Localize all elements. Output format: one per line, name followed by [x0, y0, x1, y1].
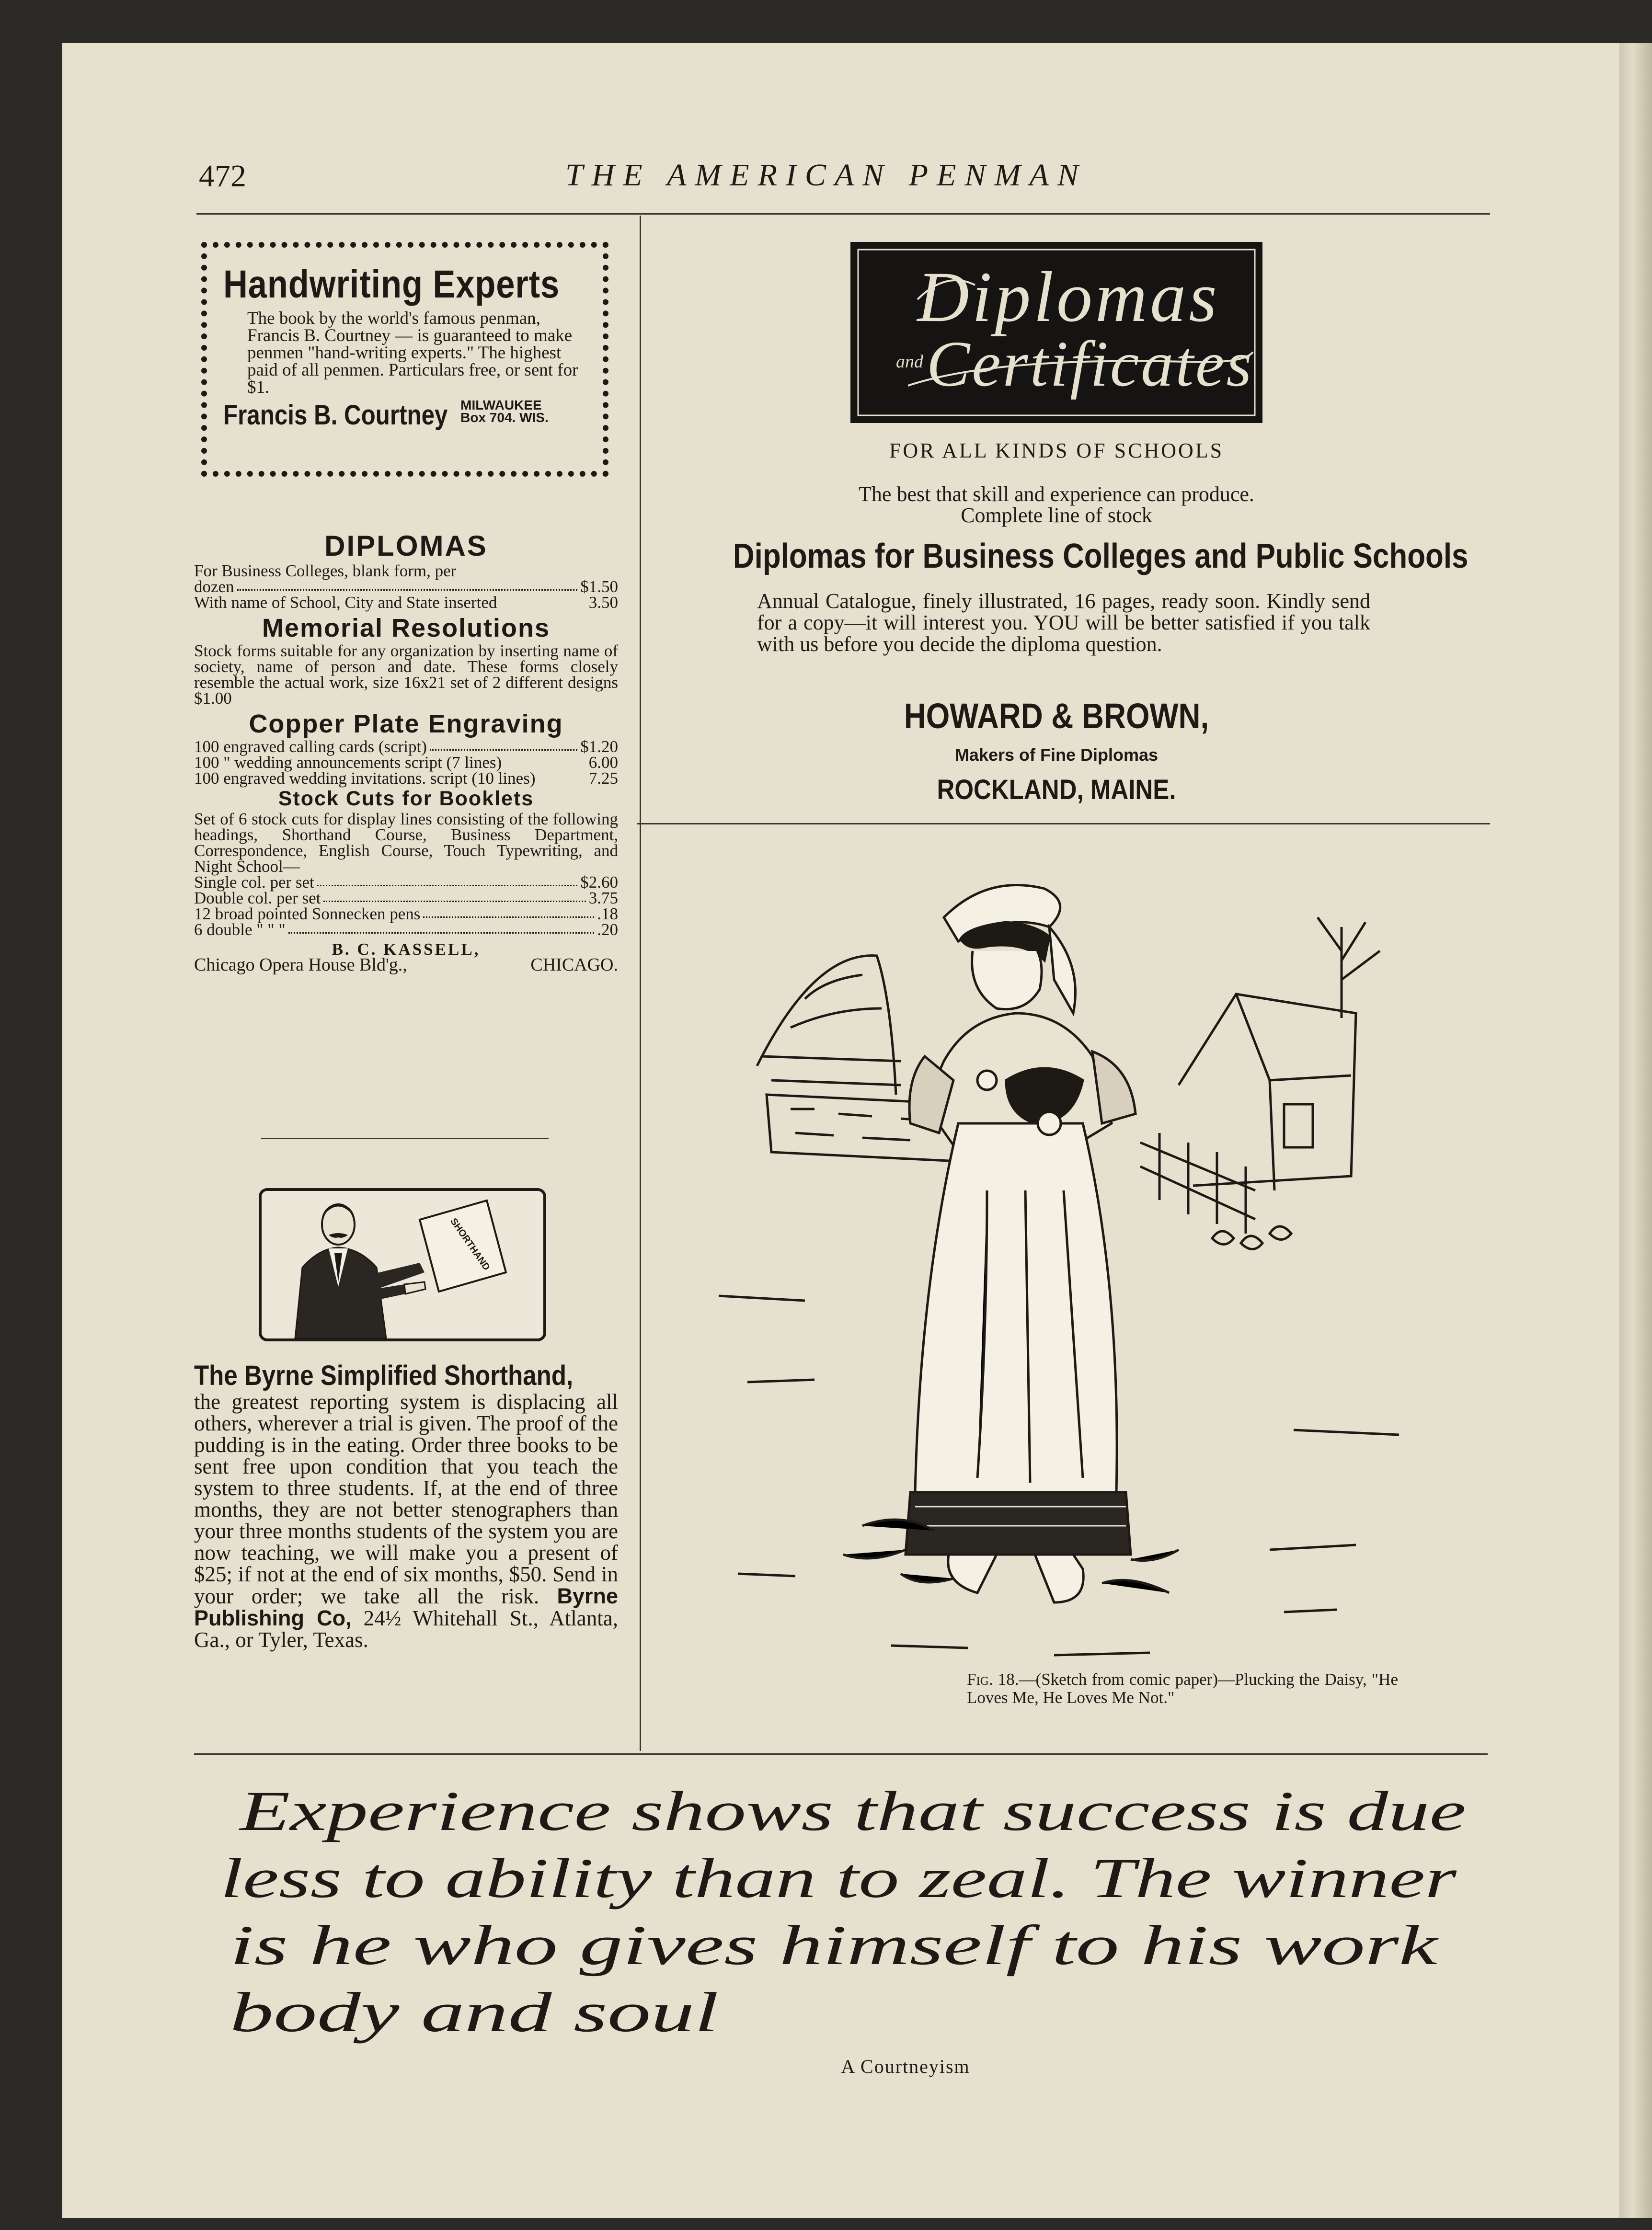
address-line: Box 704. WIS. — [460, 410, 549, 425]
price-row — [194, 755, 618, 770]
heading-cuts: Stock Cuts for Booklets — [278, 787, 534, 810]
item-price: 3.75 — [588, 889, 618, 907]
byrne-body: the greatest reporting system is displacing all others, wherever a trial is given. The proof of the pudding is in the eating. Order three books to be sent free upon condition that you teach the system to three students. If, at the end of three months, they are not better stenographers than your three months students of the system you are now teaching, we will make you a present of $25; if not at the end of six months, $50. Send in your order; we take all the risk. — [194, 1390, 618, 1608]
banner-word-and: and — [896, 352, 923, 372]
script-caption: A Courtneyism — [841, 2056, 970, 2077]
item-label: Single col. per set — [194, 873, 314, 892]
item-label: 6 double " " " — [194, 920, 286, 939]
bottom-rule — [194, 1753, 1488, 1755]
page-number: 472 — [199, 159, 246, 194]
item-price: 6.00 — [588, 753, 618, 772]
item-price: $1.50 — [580, 577, 618, 596]
header-rule — [196, 213, 1490, 215]
script-line: body and soul — [230, 1981, 719, 2044]
item-price: $1.00 — [194, 689, 232, 708]
price-row — [194, 922, 618, 938]
page-edge — [1619, 43, 1652, 2218]
cuts-text: Set of 6 stock cuts for display lines consisting of the following headings, Shorthand Course, Business Department, Correspondence, English Course, Touch Typewriting, and Night School— — [194, 810, 618, 876]
item-label: 12 broad pointed Sonnecken pens — [194, 904, 421, 923]
item-label: With name of School, City and State inserted — [194, 593, 497, 612]
price-row — [194, 906, 618, 922]
byrne-address: 24½ Whitehall St., Atlanta, Ga., or Tyler, Texas. — [194, 1606, 618, 1652]
figure-caption — [967, 1670, 1398, 1707]
price-row — [194, 890, 618, 906]
sketch-artwork — [719, 855, 1418, 1670]
diplomas-banner — [850, 242, 1262, 423]
script-banner-artwork — [850, 242, 1262, 423]
section-rule — [637, 823, 1490, 824]
item-price: .18 — [597, 904, 618, 923]
price-row — [194, 579, 618, 595]
firm-name: HOWARD & BROWN, — [904, 696, 1209, 736]
address-line: MILWAUKEE — [460, 398, 542, 412]
item-label: 100 engraved calling cards (script) — [194, 737, 427, 756]
man-pointing-illustration — [262, 1191, 543, 1338]
column-rule — [640, 216, 641, 1751]
script-line: Experience shows that success is due — [238, 1780, 1467, 1842]
banner-word-certificates: Certificates — [926, 328, 1254, 400]
diplomas-line: The best that skill and experience can produce. — [859, 482, 1254, 506]
price-row — [194, 739, 618, 755]
diplomas-line: Complete line of stock — [961, 503, 1152, 527]
item-price: .20 — [597, 920, 618, 939]
ad-body: The book by the world's famous penman, Francis B. Courtney — is guaranteed to make penmen "hand-writing experts." The highest paid of all penmen. Particulars free, or sent for $1. — [247, 309, 578, 397]
running-head: THE AMERICAN PENMAN — [565, 158, 1087, 193]
byrne-publisher: Byrne Publishing Co, — [194, 1584, 618, 1630]
kassell-address: Chicago Opera House Bld'g., CHICAGO. — [194, 955, 618, 975]
handwriting-experts-ad — [201, 242, 608, 477]
script-lines — [220, 1777, 1485, 2055]
diplomas-catalogue: Annual Catalogue, finely illustrated, 16 pages, ready soon. Kindly send for a copy—it will interest you. YOU will be better satisfied if you talk with us before you decide the diploma question. — [757, 589, 1370, 656]
advertiser-name: Francis B. Courtney — [223, 400, 448, 431]
diplomas-intro: For Business Colleges, blank form, per — [194, 561, 457, 580]
item-price: 3.50 — [588, 593, 618, 612]
ad-signature — [223, 399, 586, 431]
advertiser-address — [460, 399, 549, 424]
figure-caption-text: —(Sketch from comic paper)—Plucking the Daisy, "He Loves Me, He Loves Me Not." — [967, 1670, 1398, 1707]
kassell-signature: B. C. KASSELL, — [332, 940, 481, 959]
banner-word-diplomas: Diplomas — [917, 257, 1220, 337]
item-price: $1.20 — [580, 737, 618, 756]
item-label: dozen — [194, 577, 234, 596]
diplomas-tagline: FOR ALL KINDS OF SCHOOLS — [889, 439, 1224, 462]
diplomas-headline: Diplomas for Business Colleges and Public Schools — [733, 537, 1468, 575]
script-line: is he who gives himself to his work — [230, 1914, 1440, 1977]
byrne-illustration — [259, 1188, 546, 1341]
heading-diplomas: DIPLOMAS — [324, 530, 488, 562]
item-label: 100 engraved wedding invitations. script (10 lines) — [194, 769, 536, 788]
ad-divider — [261, 1138, 549, 1139]
paper-label: SHORTHAND — [448, 1216, 492, 1273]
item-price: 7.25 — [588, 769, 618, 788]
figure-number: Fig. 18. — [967, 1670, 1019, 1689]
kassell-ad — [194, 529, 618, 973]
byrne-ad — [194, 1361, 618, 1651]
firm-city: ROCKLAND, MAINE. — [937, 774, 1176, 805]
item-price: $2.60 — [580, 873, 618, 892]
script-line: less to ability than to zeal. The winner — [220, 1847, 1457, 1910]
resolutions-text: Stock forms suitable for any organization by inserting name of society, name of person and date. These forms closely resemble the actual work, size 16x21 set of 2 different designs $1.00 — [194, 641, 618, 708]
item-label: 100 " wedding announcements script (7 lines) — [194, 753, 502, 772]
price-row — [194, 595, 618, 610]
price-row — [194, 770, 618, 786]
firm-makers: Makers of Fine Diplomas — [954, 745, 1159, 765]
girl-daisy-illustration — [719, 855, 1418, 1670]
item-label: Double col. per set — [194, 889, 321, 907]
ad-title: Handwriting Experts — [223, 263, 560, 306]
byrne-title: The Byrne Simplified Shorthand, — [194, 1360, 574, 1391]
price-row — [194, 874, 618, 890]
heading-engraving: Copper Plate Engraving — [249, 709, 563, 738]
courtneyism-script — [220, 1777, 1485, 2055]
heading-resolutions: Memorial Resolutions — [262, 614, 551, 642]
